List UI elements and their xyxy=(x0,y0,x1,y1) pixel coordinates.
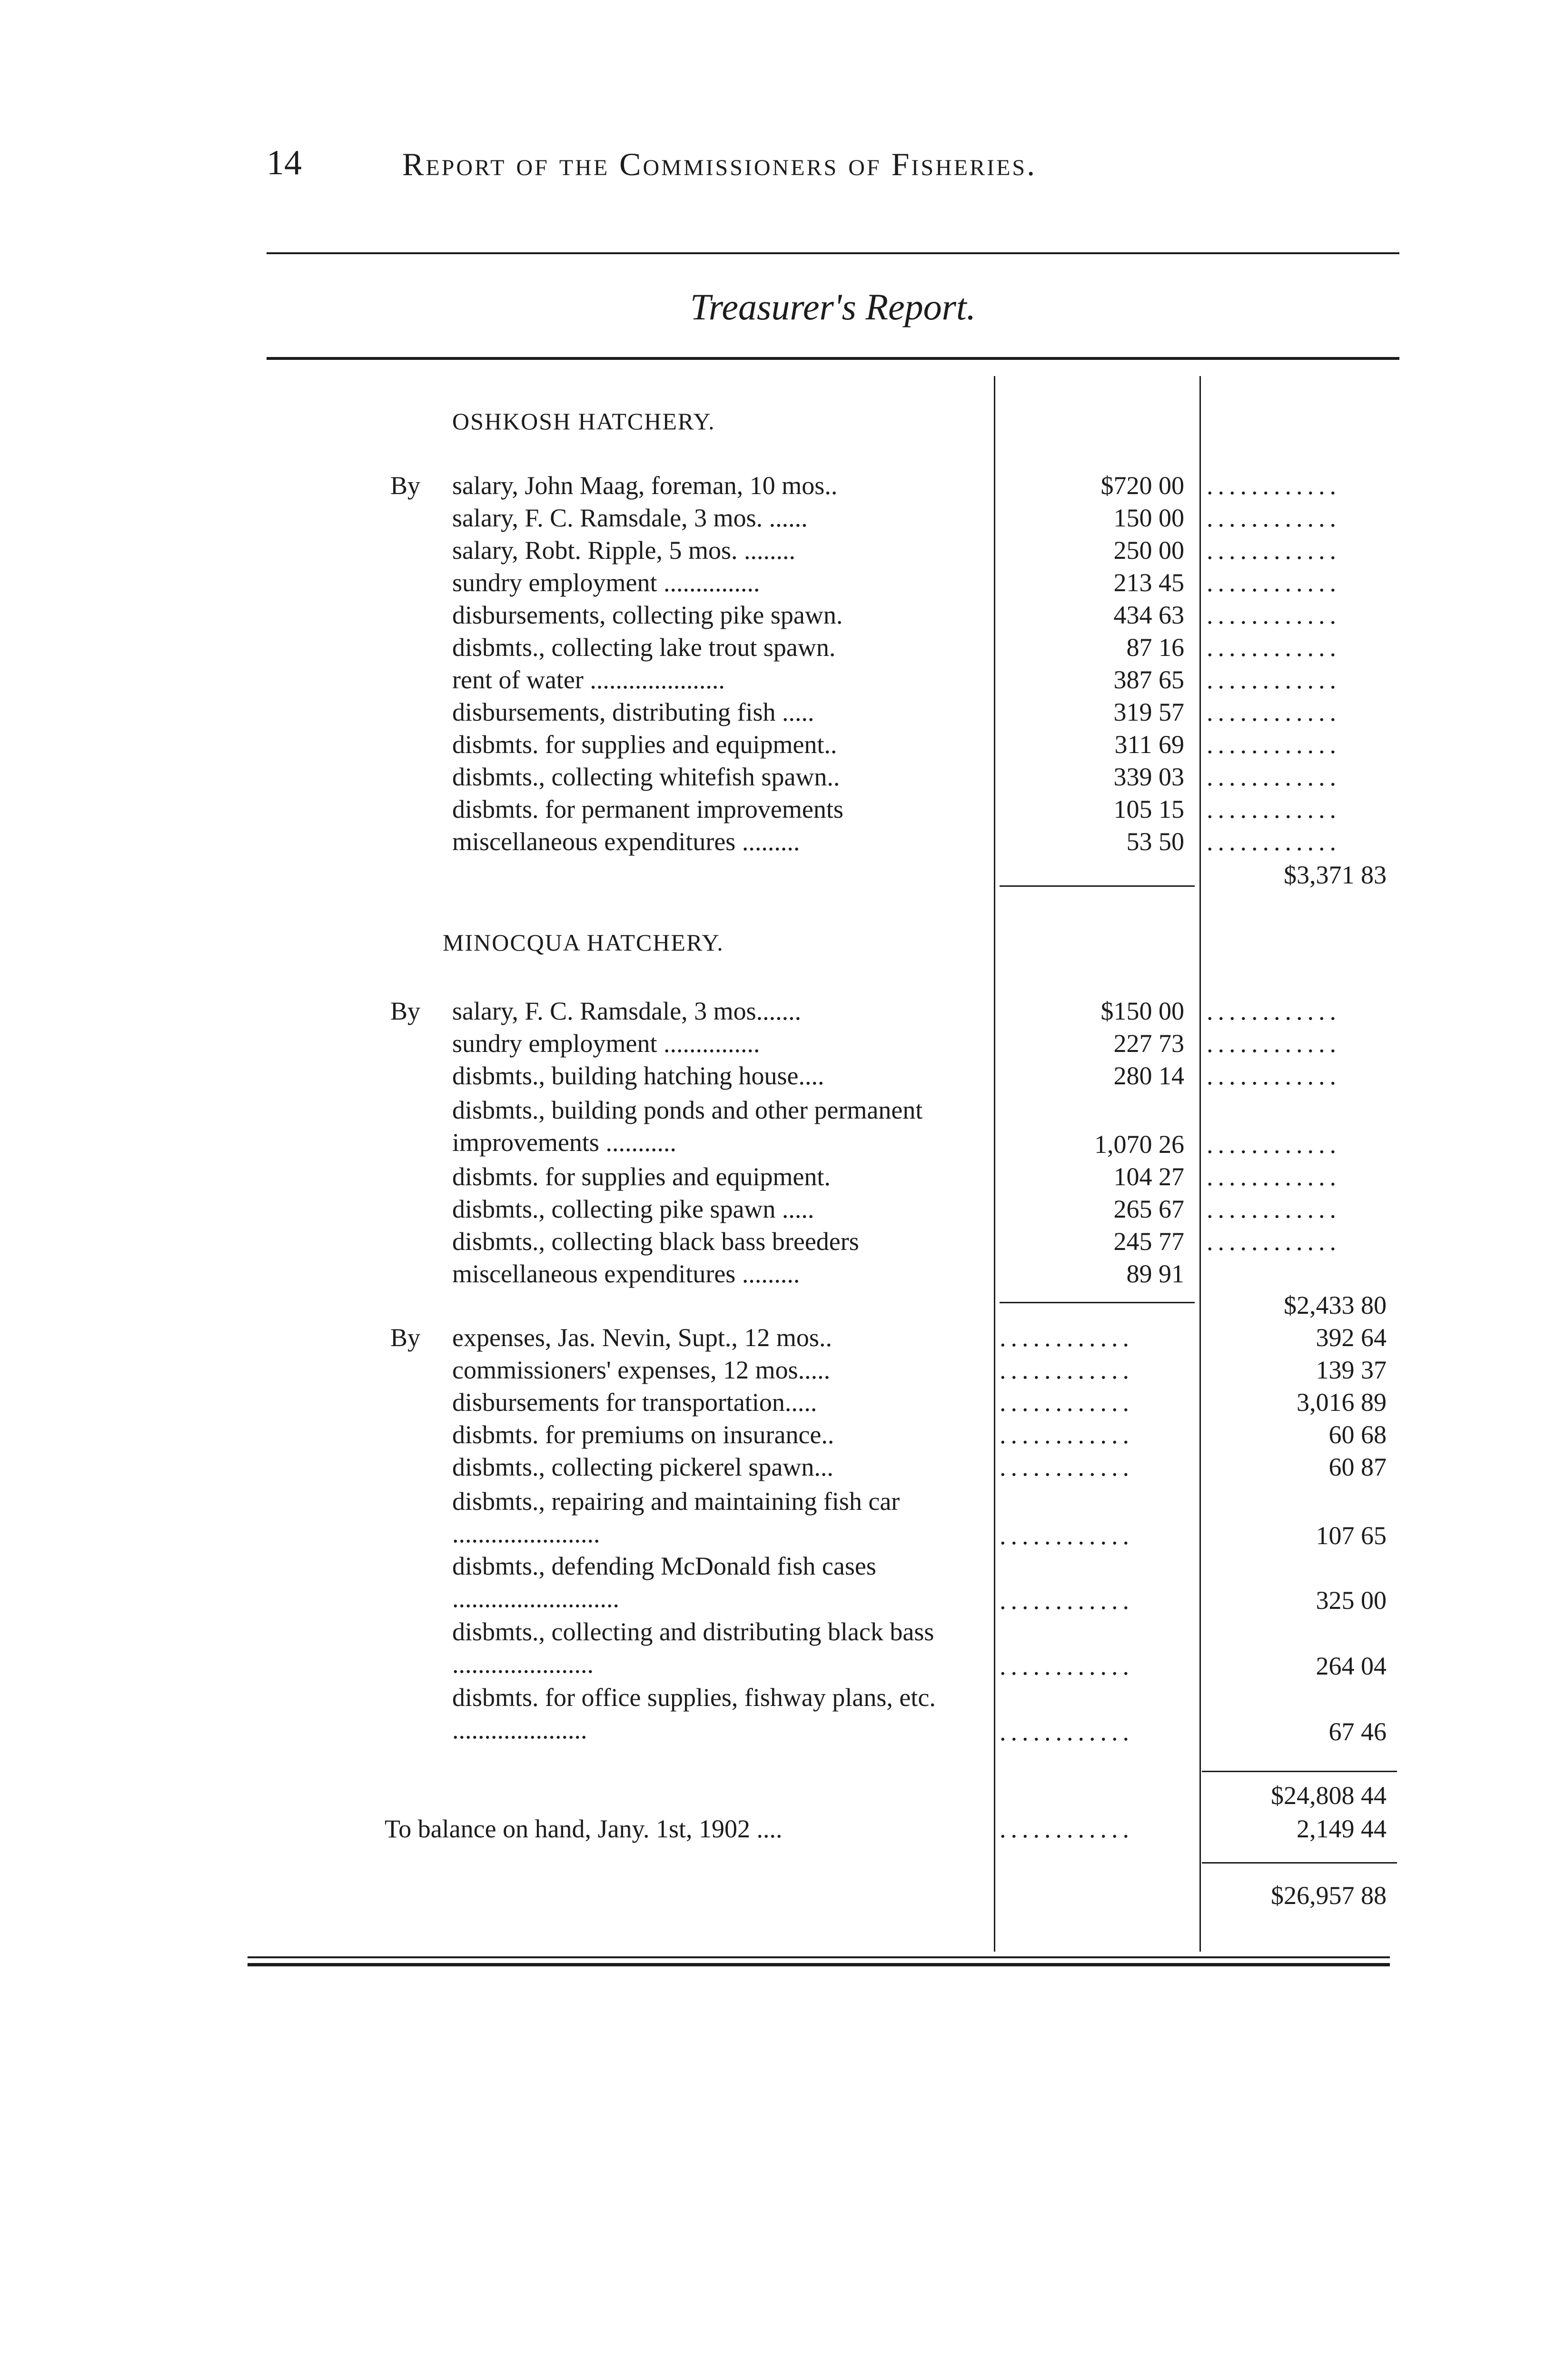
ledger-row xyxy=(0,1453,1546,1481)
item-description: miscellaneous expenditures ......... xyxy=(452,1259,800,1288)
ledger-row xyxy=(0,1061,1546,1090)
item-description: miscellaneous expenditures ......... xyxy=(452,827,800,856)
ledger-row xyxy=(0,1323,1546,1352)
item-amount: 311 69 xyxy=(1114,730,1184,759)
leader-dots: ............ xyxy=(1207,471,1341,500)
footer-rule-top xyxy=(248,1956,1390,1958)
leader-dots-cell xyxy=(1000,1550,1195,1615)
leader-dots-cell xyxy=(1000,1485,1195,1550)
item-description: salary, F. C. Ramsdale, 3 mos....... xyxy=(452,997,802,1025)
leader-dots: ............ xyxy=(1000,1815,1134,1843)
item-description: disbmts., building hatching house.... xyxy=(452,1061,824,1090)
item-amount: 105 15 xyxy=(1113,795,1184,823)
item-description: salary, F. C. Ramsdale, 3 mos. ...... xyxy=(452,504,808,532)
item-amount: 319 57 xyxy=(1113,698,1184,726)
ledger-row xyxy=(0,504,1546,532)
item-amount: 87 16 xyxy=(1126,633,1184,662)
leader-dots: ............ xyxy=(1207,1195,1341,1223)
item-amount: 60 87 xyxy=(1328,1453,1387,1481)
item-amount: 227 73 xyxy=(1113,1029,1184,1058)
section-heading-row xyxy=(0,928,1546,957)
ledger-row xyxy=(0,827,1546,856)
item-amount: 250 00 xyxy=(1113,536,1184,565)
item-amount-cell xyxy=(1207,1550,1397,1615)
item-amount: 280 14 xyxy=(1113,1061,1184,1090)
item-amount-cell xyxy=(1207,1485,1397,1550)
item-description: commissioners' expenses, 12 mos..... xyxy=(452,1356,831,1384)
leader-dots: ............ xyxy=(1000,1586,1134,1615)
ledger-row xyxy=(0,1550,1546,1615)
item-amount: 150 00 xyxy=(1113,504,1184,532)
running-header xyxy=(267,143,1399,200)
subtitle-rule xyxy=(267,357,1399,360)
ledger-row xyxy=(0,1388,1546,1417)
leader-dots: ............ xyxy=(1207,698,1341,726)
ledger-row xyxy=(0,1356,1546,1384)
leader-dots-cell xyxy=(1000,1616,1195,1680)
leader-dots: ............ xyxy=(1000,1717,1134,1746)
ledger-row xyxy=(0,633,1546,662)
ledger-row xyxy=(0,698,1546,726)
item-description: disbmts., collecting pike spawn ..... xyxy=(452,1195,814,1223)
leader-dots: ............ xyxy=(1207,504,1341,532)
item-description: disbmts. for premiums on insurance.. xyxy=(452,1420,834,1449)
ledger-row xyxy=(0,601,1546,629)
ledger-row xyxy=(0,1616,1546,1680)
running-title: Report of the Commissioners of Fisheries. xyxy=(402,146,1037,182)
item-amount: 53 50 xyxy=(1126,827,1184,856)
leader-dots-cell xyxy=(1207,1094,1397,1159)
item-description: rent of water ..................... xyxy=(452,665,725,694)
row-prefix: By xyxy=(390,997,421,1025)
ledger-row xyxy=(0,665,1546,694)
leader-dots: ............ xyxy=(1000,1356,1134,1384)
minocqua-heading: MINOCQUA HATCHERY. xyxy=(443,929,724,956)
leader-dots: ............ xyxy=(1207,1130,1341,1159)
leader-dots: ............ xyxy=(1207,730,1341,759)
item-amount-cell xyxy=(1207,1616,1397,1680)
leader-dots: ............ xyxy=(1207,1162,1341,1191)
item-amount: 265 67 xyxy=(1113,1195,1184,1223)
item-description: disbmts. for office supplies, fishway plans, etc. ..................... xyxy=(452,1683,936,1744)
header-rule xyxy=(267,252,1399,254)
item-amount: 3,016 89 xyxy=(1297,1388,1387,1417)
ledger-row xyxy=(0,1195,1546,1223)
leader-dots: ............ xyxy=(1207,1227,1341,1256)
ledger-row xyxy=(0,997,1546,1025)
item-amount: 104 27 xyxy=(1113,1162,1184,1191)
item-description: disbursements, distributing fish ..... xyxy=(452,698,814,726)
page-number: 14 xyxy=(267,143,302,182)
oshkosh-total: $3,371 83 xyxy=(1284,861,1387,889)
item-amount: 139 37 xyxy=(1316,1356,1387,1384)
leader-dots: ............ xyxy=(1207,997,1341,1025)
item-description: disbmts., building ponds and other permanent improvements ........... xyxy=(452,1096,923,1157)
balance-amount: 2,149 44 xyxy=(1297,1815,1387,1843)
ledger-row xyxy=(0,1815,1546,1843)
ledger-row xyxy=(0,1259,1546,1288)
section-heading-row xyxy=(0,407,1546,436)
leader-dots: ............ xyxy=(1000,1388,1134,1417)
leader-dots: ............ xyxy=(1207,1029,1341,1058)
leader-dots: ............ xyxy=(1000,1420,1134,1449)
item-description: expenses, Jas. Nevin, Supt., 12 mos.. xyxy=(452,1323,832,1352)
item-description: disbursements for transportation..... xyxy=(452,1388,817,1417)
item-description: disbmts. for supplies and equipment.. xyxy=(452,730,837,759)
leader-dots: ............ xyxy=(1207,633,1341,662)
leader-dots: ............ xyxy=(1207,1061,1341,1090)
item-amount: 392 64 xyxy=(1316,1323,1387,1352)
item-description: disbmts. for supplies and equipment. xyxy=(452,1162,831,1191)
item-description: disbmts., collecting whitefish spawn.. xyxy=(452,763,840,791)
item-amount: 60 68 xyxy=(1328,1420,1387,1449)
ledger-row xyxy=(0,568,1546,597)
item-amount: 264 04 xyxy=(1316,1652,1387,1680)
item-description: disbursements, collecting pike spawn. xyxy=(452,601,843,629)
ledger-row xyxy=(0,471,1546,500)
ledger-row xyxy=(0,730,1546,759)
ledger-row xyxy=(0,1029,1546,1058)
ledger-row xyxy=(0,1094,1546,1159)
item-amount: 213 45 xyxy=(1113,568,1184,597)
ledger-row xyxy=(0,1485,1546,1550)
item-description: disbmts., collecting lake trout spawn. xyxy=(452,633,836,662)
item-amount-cell xyxy=(1000,1094,1195,1159)
item-description: sundry employment ............... xyxy=(452,568,760,597)
item-description: salary, John Maag, foreman, 10 mos.. xyxy=(452,471,838,500)
subtotal: $24,808 44 xyxy=(1271,1781,1387,1810)
row-prefix: By xyxy=(390,1323,421,1352)
report-subtitle: Treasurer's Report. xyxy=(690,286,976,327)
leader-dots: ............ xyxy=(1000,1521,1134,1550)
leader-dots: ............ xyxy=(1207,601,1341,629)
item-description: disbmts., collecting pickerel spawn... xyxy=(452,1453,833,1481)
ledger-row xyxy=(0,1420,1546,1449)
leader-dots: ............ xyxy=(1207,827,1341,856)
leader-dots: ............ xyxy=(1000,1652,1134,1680)
item-amount: 325 00 xyxy=(1316,1586,1387,1615)
item-amount: 339 03 xyxy=(1113,763,1184,791)
item-amount: 245 77 xyxy=(1113,1227,1184,1256)
item-amount: $150 00 xyxy=(1100,997,1184,1025)
ledger-row xyxy=(0,1681,1546,1746)
item-description: disbmts. for permanent improvements xyxy=(452,795,843,823)
item-description: salary, Robt. Ripple, 5 mos. ........ xyxy=(452,536,795,565)
item-description: sundry employment ............... xyxy=(452,1029,760,1058)
leader-dots: ............ xyxy=(1000,1453,1134,1481)
ledger-row xyxy=(0,795,1546,823)
item-description: disbmts., repairing and maintaining fish car ....................... xyxy=(452,1487,900,1548)
column-total-rule xyxy=(1000,1302,1195,1303)
leader-dots: ............ xyxy=(1000,1323,1134,1352)
leader-dots: ............ xyxy=(1207,763,1341,791)
item-amount: $720 00 xyxy=(1100,471,1184,500)
item-amount: 89 91 xyxy=(1126,1259,1184,1288)
minocqua-total: $2,433 80 xyxy=(1284,1291,1387,1319)
ledger-row xyxy=(0,1162,1546,1191)
grand-total: $26,957 88 xyxy=(1271,1881,1387,1910)
ledger-row xyxy=(0,1227,1546,1256)
item-amount: 1,070 26 xyxy=(1094,1130,1184,1159)
item-amount-cell xyxy=(1207,1681,1397,1746)
leader-dots: ............ xyxy=(1207,568,1341,597)
subtotal-rule xyxy=(1202,1771,1397,1772)
grand-total-rule xyxy=(1202,1862,1397,1864)
item-description: disbmts., collecting and distributing black bass ...................... xyxy=(452,1617,934,1678)
footer-rule-bottom xyxy=(248,1963,1390,1966)
item-description: disbmts., collecting black bass breeders xyxy=(452,1227,859,1256)
item-description: disbmts., defending McDonald fish cases .......................... xyxy=(452,1552,876,1613)
ledger-row xyxy=(0,763,1546,791)
item-amount: 434 63 xyxy=(1113,601,1184,629)
leader-dots-cell xyxy=(1000,1681,1195,1746)
column-total-rule xyxy=(1000,885,1195,887)
ledger-row xyxy=(0,536,1546,565)
leader-dots: ............ xyxy=(1207,795,1341,823)
leader-dots: ............ xyxy=(1207,536,1341,565)
row-prefix: By xyxy=(390,471,421,500)
balance-description: To balance on hand, Jany. 1st, 1902 .... xyxy=(385,1815,783,1843)
item-amount: 67 46 xyxy=(1328,1717,1387,1746)
leader-dots: ............ xyxy=(1207,665,1341,694)
item-amount: 107 65 xyxy=(1316,1521,1387,1550)
item-amount: 387 65 xyxy=(1113,665,1184,694)
oshkosh-heading: OSHKOSH HATCHERY. xyxy=(452,408,715,435)
